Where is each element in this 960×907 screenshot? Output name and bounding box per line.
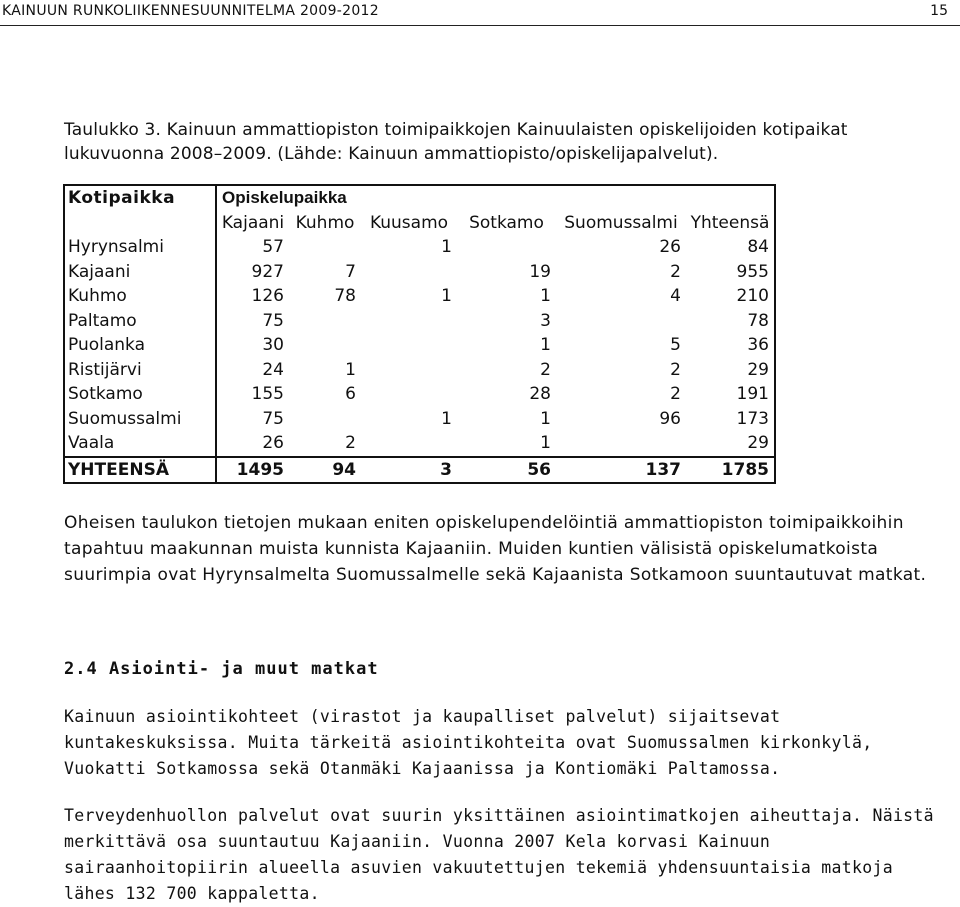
table-cell xyxy=(361,382,457,407)
table-cell: 1 xyxy=(345,359,356,380)
row-label: Kajaani xyxy=(64,260,216,285)
table-cell xyxy=(361,260,457,285)
table-cell: 29 xyxy=(747,433,769,454)
table-cell xyxy=(361,333,457,358)
table-cell: 155 xyxy=(251,384,284,405)
header-title: KAINUUN RUNKOLIIKENNESUUNNITELMA 2009-2012 xyxy=(2,3,379,19)
table-cell: 84 xyxy=(747,237,769,258)
table-cell xyxy=(289,235,361,260)
table-row xyxy=(64,235,775,260)
table-cell: 2 xyxy=(345,433,356,454)
table-cell: 94 xyxy=(289,457,361,484)
table-total-row xyxy=(64,457,775,484)
table-cell: 78 xyxy=(747,310,769,331)
table-cell xyxy=(289,407,361,432)
table-caption: Taulukko 3. Kainuun ammattiopiston toimipaikkojen Kainuulaisten opiskelijoiden kotipaikat lukuvuonna 2008–2009. (Lähde: Kainuun ammattiopisto/opiskelijapalvelut). xyxy=(64,120,848,164)
row-label: YHTEENSÄ xyxy=(64,457,216,484)
table-cell: 24 xyxy=(262,359,284,380)
table-row xyxy=(64,431,775,457)
col-header: Sotkamo xyxy=(469,212,544,233)
table-cell xyxy=(361,358,457,383)
table-row xyxy=(64,382,775,407)
table-row xyxy=(64,407,775,432)
row-label: Hyrynsalmi xyxy=(64,235,216,260)
table-cell: 78 xyxy=(334,286,356,307)
table-cell: 955 xyxy=(736,261,769,282)
table-cell: 7 xyxy=(345,261,356,282)
row-label: Paltamo xyxy=(64,309,216,334)
table-row xyxy=(64,284,775,309)
table-cell: 927 xyxy=(251,261,284,282)
page-number: 15 xyxy=(930,3,948,19)
group-label: Opiskelupaikka xyxy=(222,188,347,208)
section-heading: 2.4 Asiointi- ja muut matkat xyxy=(64,659,379,679)
table-cell: 3 xyxy=(361,457,457,484)
table-cell: 1 xyxy=(441,286,452,307)
table-cell: 1 xyxy=(441,408,452,429)
table-cell: 137 xyxy=(556,457,686,484)
col-header: Suomussalmi xyxy=(564,212,678,233)
table-cell xyxy=(457,235,556,260)
table-cell: 28 xyxy=(529,384,551,405)
table-cell: 1 xyxy=(441,237,452,258)
table-cell xyxy=(361,309,457,334)
table-header-row xyxy=(64,185,775,211)
paragraph-1: Oheisen taulukon tietojen mukaan eniten opiskelupendelöintiä ammattiopiston toimipaikkoihin tapahtuu maakunnan muista kunnista Kajaaniin. Muiden kuntien välisistä opiskelumatkoista suurimpia ovat Hyrynsalmelta Suomussalmelle sekä Kajaanista Sotkamoon suuntautuvat matkat. xyxy=(64,513,927,585)
table-cell: 57 xyxy=(262,237,284,258)
table-cell: 1785 xyxy=(686,457,775,484)
table-row xyxy=(64,333,775,358)
table-cell: 36 xyxy=(747,335,769,356)
corner-label: Kotipaikka xyxy=(64,185,216,211)
table-cell: 2 xyxy=(670,359,681,380)
row-label: Suomussalmi xyxy=(64,407,216,432)
table-cell: 191 xyxy=(736,384,769,405)
row-label: Vaala xyxy=(64,431,216,457)
table-cell: 1 xyxy=(540,408,551,429)
table-cell: 75 xyxy=(262,408,284,429)
row-label: Ristijärvi xyxy=(64,358,216,383)
table-cell xyxy=(556,309,686,334)
paragraph-3: Terveydenhuollon palvelut ovat suurin yksittäinen asiointimatkojen aiheuttaja. Näistä merkittävä osa suuntautuu Kajaaniin. Vuonna 2007 Kela korvasi Kainuun sairaanhoitopiirin alueella asuvien vakuutettujen tekemiä yhdensuuntaisia matkoja lähes 132 700 kappaletta. xyxy=(64,806,934,903)
table-cell: 26 xyxy=(262,433,284,454)
table-cell: 4 xyxy=(670,286,681,307)
table-cell xyxy=(289,333,361,358)
table-cell: 126 xyxy=(251,286,284,307)
col-header: Kuhmo xyxy=(295,212,355,233)
table-cell: 75 xyxy=(262,310,284,331)
table-cell: 2 xyxy=(670,261,681,282)
table-cell xyxy=(289,309,361,334)
table-cell: 5 xyxy=(670,335,681,356)
row-label: Puolanka xyxy=(64,333,216,358)
table-cell: 26 xyxy=(659,237,681,258)
table-row xyxy=(64,358,775,383)
table-cell: 19 xyxy=(529,261,551,282)
table-cell: 1 xyxy=(540,433,551,454)
table-cell: 1495 xyxy=(216,457,289,484)
table-cell: 2 xyxy=(670,384,681,405)
page-header xyxy=(0,0,960,26)
column-header-row xyxy=(64,211,775,236)
table-cell: 30 xyxy=(262,335,284,356)
table-cell: 3 xyxy=(540,310,551,331)
table-cell xyxy=(361,431,457,457)
table-cell: 56 xyxy=(457,457,556,484)
table-cell: 1 xyxy=(540,335,551,356)
table-row xyxy=(64,309,775,334)
col-header: Kajaani xyxy=(221,212,285,233)
row-label: Kuhmo xyxy=(64,284,216,309)
table-cell: 1 xyxy=(540,286,551,307)
empty-corner xyxy=(64,211,216,236)
table-cell: 173 xyxy=(736,408,769,429)
table-cell: 2 xyxy=(540,359,551,380)
col-header: Yhteensä xyxy=(690,212,770,233)
table-cell: 29 xyxy=(747,359,769,380)
row-label: Sotkamo xyxy=(64,382,216,407)
col-header: Kuusamo xyxy=(369,212,449,233)
paragraph-2: Kainuun asiointikohteet (virastot ja kaupalliset palvelut) sijaitsevat kuntakeskuksissa. Muita tärkeitä asiointikohteita ovat Suomussalmen kirkonkylä, Vuokatti Sotkamossa sekä Otanmäki Kajaanissa ja Kontiomäki Paltamossa. xyxy=(64,707,873,778)
table-cell: 96 xyxy=(659,408,681,429)
table-row xyxy=(64,260,775,285)
table-cell xyxy=(556,431,686,457)
table-cell: 210 xyxy=(736,286,769,307)
residence-table xyxy=(63,184,776,484)
table-cell: 6 xyxy=(345,384,356,405)
